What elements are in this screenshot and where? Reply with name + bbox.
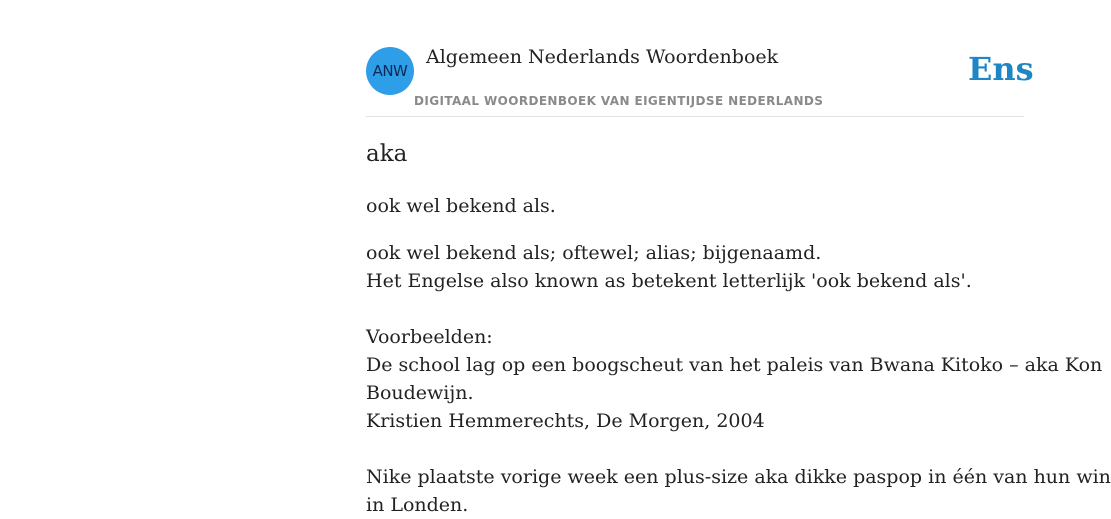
entry-body [366, 239, 1111, 519]
example-1-text: De school lag op een boogscheut van het paleis van Bwana Kitoko – aka Kon [366, 354, 1103, 376]
anw-logo[interactable]: ANW [366, 47, 414, 95]
site-header [366, 0, 1034, 117]
short-definition: ook wel bekend als. [366, 195, 556, 217]
headword: aka [366, 141, 408, 167]
definition: ook wel bekend als; oftewel; alias; bijgenaamd. [366, 242, 822, 264]
spacer [366, 435, 1066, 463]
example-2-text: Nike plaatste vorige week een plus-size aka dikke paspop in één van hun win [366, 466, 1111, 488]
example-1-source: Kristien Hemmerechts, De Morgen, 2004 [366, 410, 765, 432]
example-2-text-cont: in Londen. [366, 494, 469, 516]
site-title[interactable]: Algemeen Nederlands Woordenboek [426, 46, 779, 68]
etymology: Het Engelse also known as betekent letterlijk 'ook bekend als'. [366, 270, 972, 292]
spacer [366, 295, 1066, 323]
ensemble-link[interactable]: Ens [968, 50, 1034, 88]
example-1-text-cont: Boudewijn. [366, 382, 474, 404]
site-tagline: DIGITAAL WOORDENBOEK VAN EIGENTIJDSE NEDERLANDS [414, 94, 824, 108]
examples-label: Voorbeelden: [366, 326, 493, 348]
